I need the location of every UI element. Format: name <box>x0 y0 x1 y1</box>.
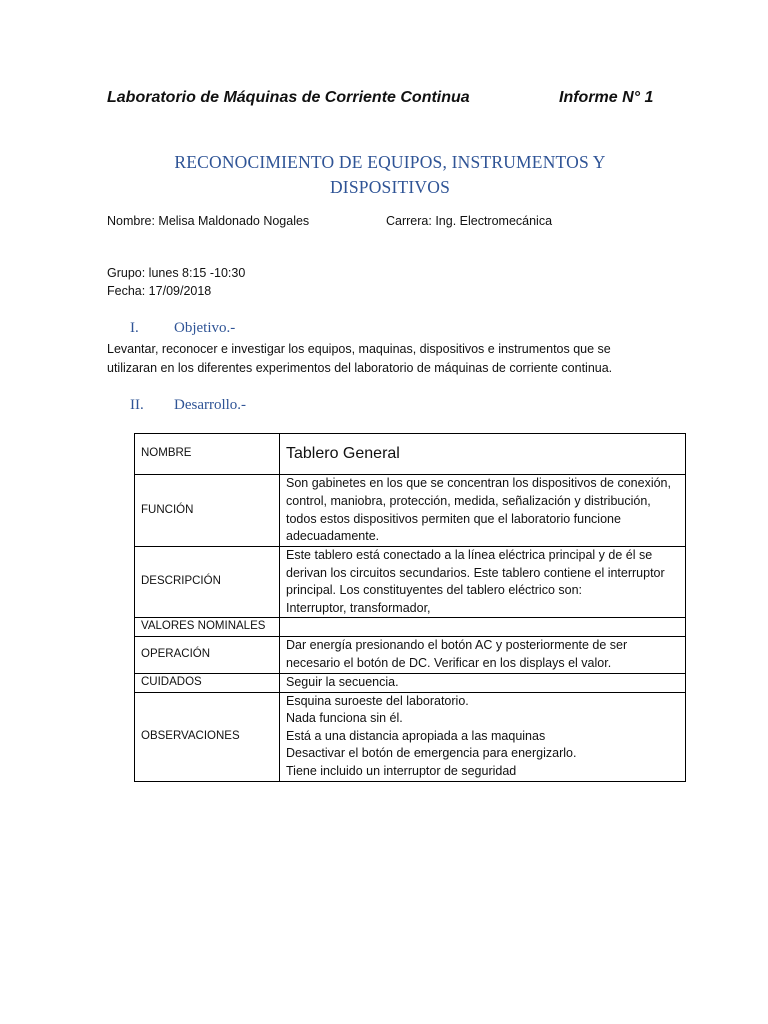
table-row <box>135 475 686 547</box>
report-number: Informe N° 1 <box>559 89 654 106</box>
table-row <box>135 547 686 618</box>
row-value <box>280 636 686 673</box>
row-value <box>280 618 686 637</box>
value-line: Seguir la secuencia. <box>286 674 399 689</box>
value-line: Este tablero está conectado a la línea eléctrica principal y de él se <box>286 548 653 562</box>
title-line-1: RECONOCIMIENTO DE EQUIPOS, INSTRUMENTOS Y <box>174 152 606 172</box>
section-label: Objetivo.- <box>174 320 236 336</box>
value-line: Esquina suroeste del laboratorio. <box>286 693 469 708</box>
section-desarrollo <box>130 397 246 414</box>
title-line-2: DISPOSITIVOS <box>329 177 451 197</box>
row-value <box>280 692 686 781</box>
group: Grupo: lunes 8:15 -10:30 <box>107 266 246 280</box>
row-label: FUNCIÓN <box>135 475 280 547</box>
value-line: todos estos dispositivos permiten que el laboratorio funcione <box>286 511 621 526</box>
paragraph-line: Levantar, reconocer e investigar los equipos, maquinas, dispositivos e instrumentos que se <box>107 342 611 356</box>
value-line: Está a una distancia apropiada a las maquinas <box>286 728 546 743</box>
row-label: NOMBRE <box>135 434 280 475</box>
value-line: Tablero General <box>286 445 400 463</box>
row-value <box>280 475 686 547</box>
value-line: Nada funciona sin él. <box>286 711 403 726</box>
row-label: OPERACIÓN <box>135 636 280 673</box>
table-row <box>135 618 686 637</box>
row-label: DESCRIPCIÓN <box>135 547 280 618</box>
row-label: OBSERVACIONES <box>135 692 280 781</box>
row-label: CUIDADOS <box>135 673 280 692</box>
value-line: control, maniobra, protección, medida, señalización y distribución, <box>286 493 651 508</box>
value-line: principal. Los constituyentes del tablero eléctrico son: <box>286 583 582 598</box>
value-line: Son gabinetes en los que se concentran los dispositivos de conexión, <box>286 476 671 491</box>
objetivo-paragraph <box>107 340 667 378</box>
value-line: Interruptor, transformador, <box>286 600 431 615</box>
table-row <box>135 636 686 673</box>
section-number: I. <box>130 320 139 336</box>
row-value <box>280 434 686 475</box>
section-number: II. <box>130 397 144 413</box>
value-line: Desactivar el botón de emergencia para energizarlo. <box>286 746 577 761</box>
lab-title: Laboratorio de Máquinas de Corriente Continua <box>107 89 470 106</box>
section-objetivo <box>130 320 235 337</box>
row-value <box>280 673 686 692</box>
equipment-table <box>134 433 686 782</box>
document-title <box>120 150 660 200</box>
row-label: VALORES NOMINALES <box>135 618 280 637</box>
table-row <box>135 692 686 781</box>
value-line: Dar energía presionando el botón AC y posteriormente de ser <box>286 638 628 653</box>
table-row <box>135 434 686 475</box>
table-row <box>135 673 686 692</box>
value-line: necesario el botón de DC. Verificar en los displays el valor. <box>286 655 612 670</box>
value-line: adecuadamente. <box>286 529 380 544</box>
row-value <box>280 547 686 618</box>
paragraph-line: utilizaran en los diferentes experimentos del laboratorio de máquinas de corriente continua. <box>107 361 613 375</box>
value-line: derivan los circuitos secundarios. Este tablero contiene el interruptor <box>286 565 665 580</box>
career: Carrera: Ing. Electromecánica <box>386 214 553 228</box>
date: Fecha: 17/09/2018 <box>107 284 212 298</box>
section-label: Desarrollo.- <box>174 397 247 413</box>
student-name: Nombre: Melisa Maldonado Nogales <box>107 214 310 228</box>
value-line: Tiene incluido un interruptor de seguridad <box>286 763 517 778</box>
